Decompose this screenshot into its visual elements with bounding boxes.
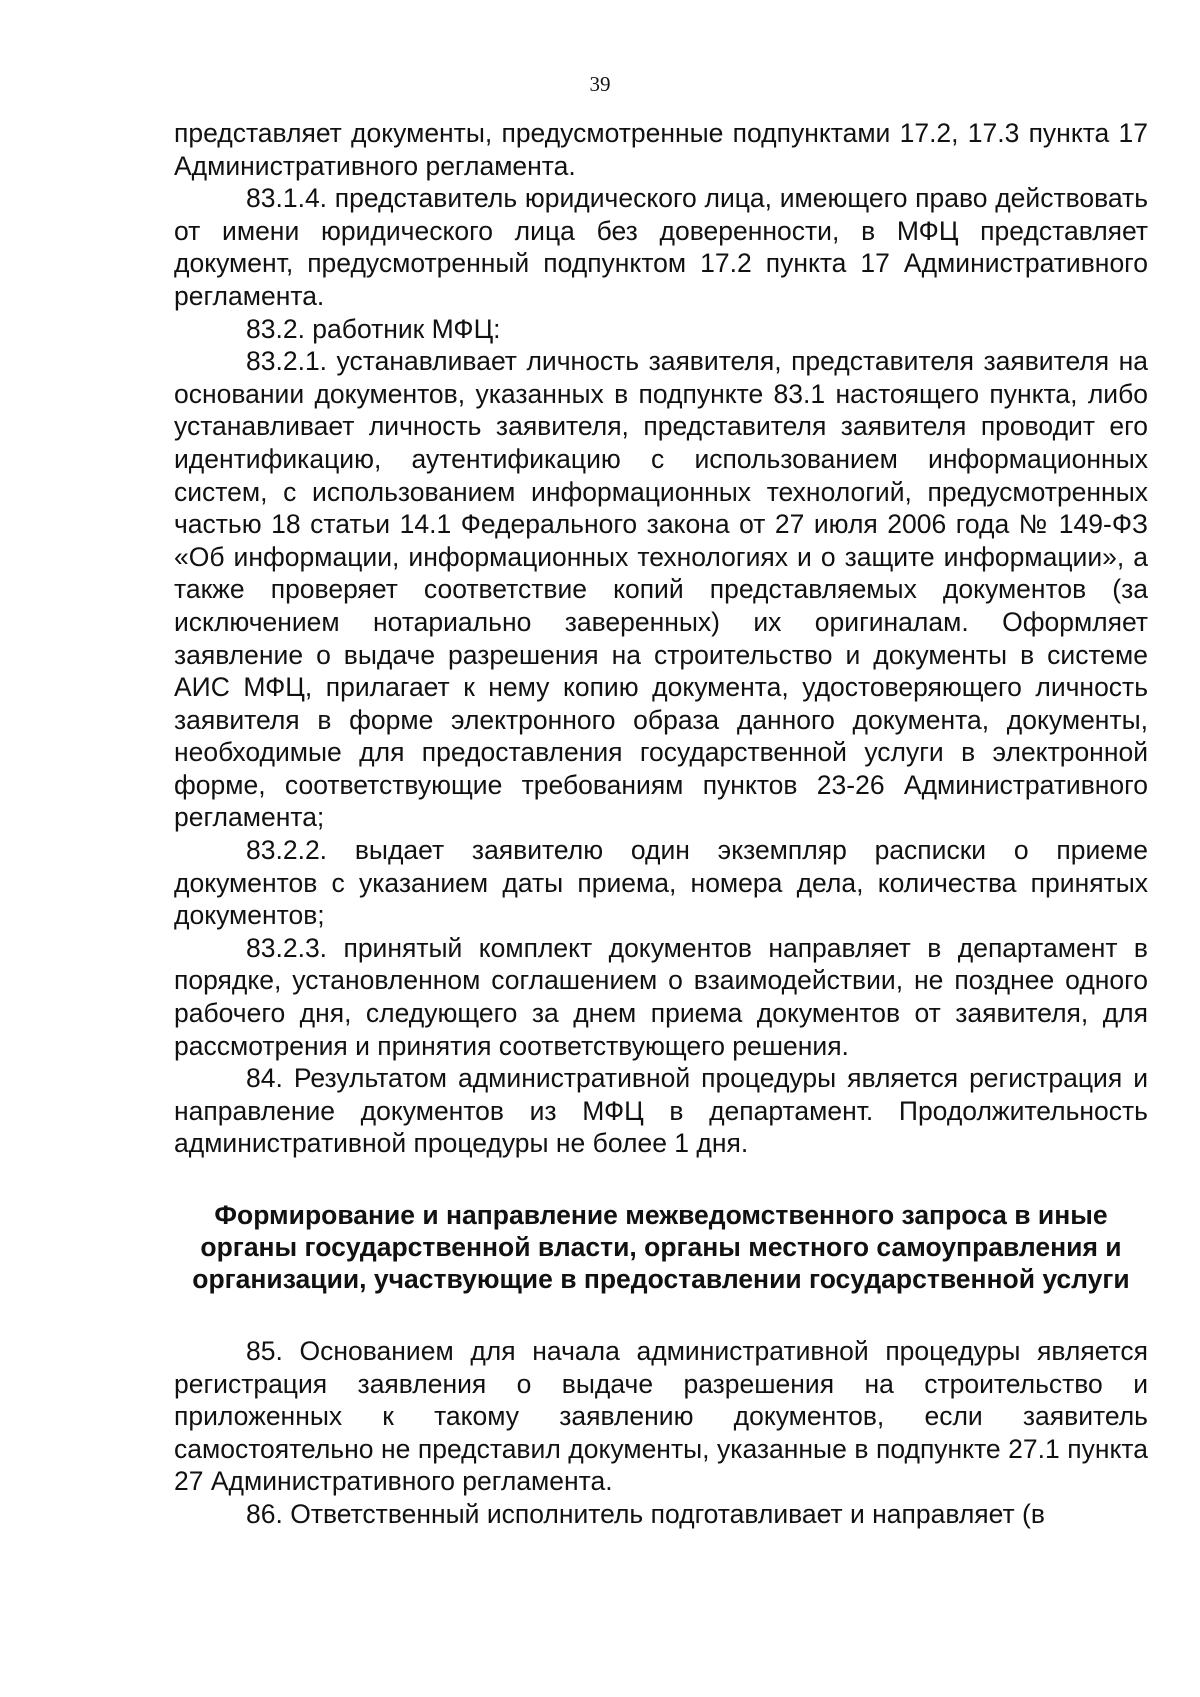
- paragraph-83-1-4: 83.1.4. представитель юридического лица, имеющего право действовать от имени юридического лица без доверенности, в МФЦ представляет документ, предусмотренный подпунктом 17.2 пункта 17 Административного регламента.: [174, 183, 1148, 311]
- paragraph-83-2-2: 83.2.2. выдает заявителю один экземпляр расписки о приеме документов с указанием даты приема, номера дела, количества принятых документов;: [174, 835, 1148, 931]
- paragraph-85: 85. Основанием для начала административной процедуры является регистрация заявления о выдаче разрешения на строительство и приложенных к такому заявлению документов, если заявитель самостоятельно не представил документы, указанные в подпункте 27.1 пункта 27 Административного регламента.: [174, 1336, 1148, 1497]
- page-number: 39: [589, 72, 611, 96]
- paragraph-84: 84. Результатом административной процедуры является регистрация и направление документов из МФЦ в департамент. Продолжительность административной процедуры не более 1 дня.: [174, 1063, 1148, 1159]
- paragraph-86: 86. Ответственный исполнитель подготавливает и направляет (в: [246, 1498, 1045, 1529]
- paragraph-continuation: представляет документы, предусмотренные подпунктами 17.2, 17.3 пункта 17 Административного регламента.: [174, 118, 1148, 181]
- section-heading: Формирование и направление межведомственного запроса в иные органы государственной власти, органы местного самоуправления и организации, участвующие в предоставлении государственной услуги: [192, 1200, 1130, 1294]
- document-body: [174, 117, 1148, 1531]
- paragraph-83-2-3: 83.2.3. принятый комплект документов направляет в департамент в порядке, установленном соглашением о взаимодействии, не позднее одного рабочего дня, следующего за днем приема документов от заявителя, для рассмотрения и принятия соответствующего решения.: [174, 932, 1148, 1061]
- paragraph-83-2-1: 83.2.1. устанавливает личность заявителя, представителя заявителя на основании документов, указанных в подпункте 83.1 настоящего пункта, либо устанавливает личность заявителя, представителя заявителя проводит его идентификацию, аутентификацию с использованием информационных систем, с использованием информационных технологий, предусмотренных частью 18 статьи 14.1 Федерального закона от 27 июля 2006 года № 149-ФЗ «Об информации, информационных технологиях и о защите информации», а также проверяет соответствие копий представляемых документов (за исключением нотариально заверенных) их оригиналам. Оформляет заявление о выдаче разрешения на строительство и документы в системе АИС МФЦ, прилагает к нему копию документа, удостоверяющего личность заявителя в форме электронного образа данного документа, документы, необходимые для предоставления государственной услуги в электронной форме, соответствующие требованиям пунктов 23-26 Административного регламента;: [174, 346, 1148, 833]
- paragraph-83-2: 83.2. работник МФЦ:: [246, 313, 501, 344]
